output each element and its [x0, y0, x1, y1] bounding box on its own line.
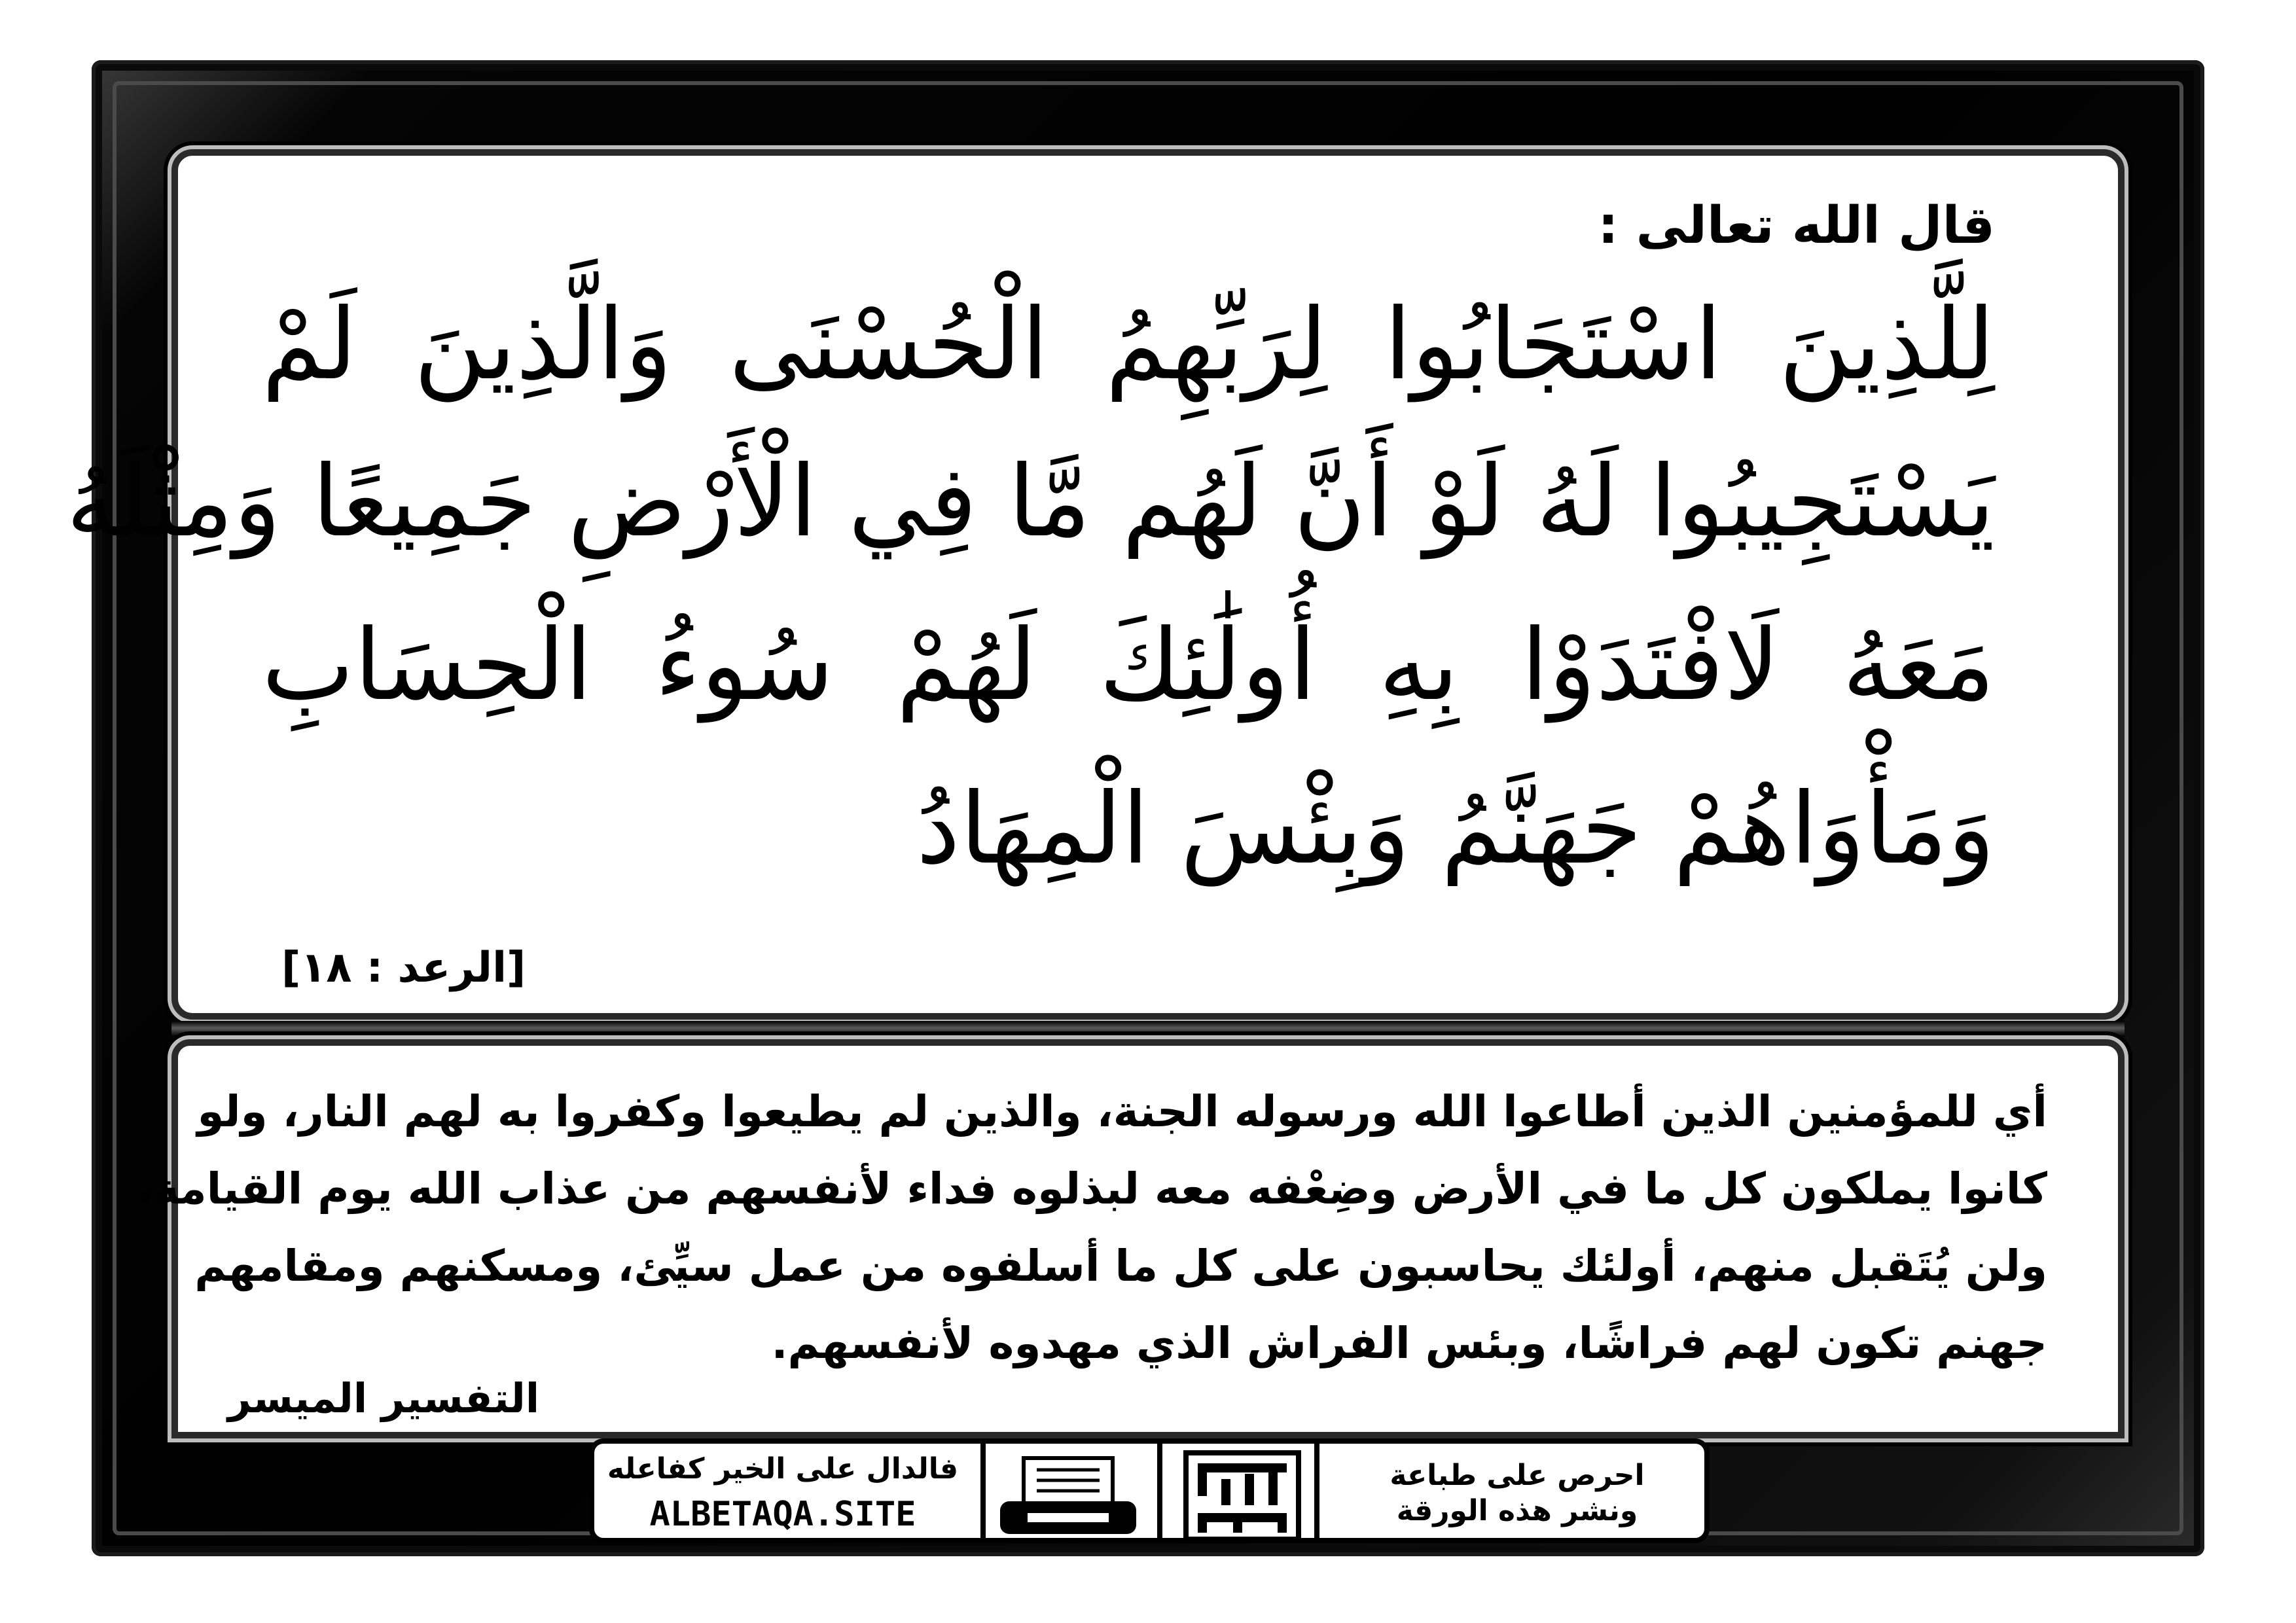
printer-icon [996, 1455, 1140, 1537]
dawa-logo-icon [1183, 1450, 1301, 1542]
tafsir-line-1: أي للمؤمنين الذين أطاعوا الله ورسوله الجنة، والذين لم يطيعوا وكفروا به لهم النار، ولو [197, 1086, 2047, 1137]
footer-advice-line2: ونشر هذه الورقة [1396, 1494, 1638, 1527]
footer-bar [589, 1438, 1710, 1543]
footer-divider [1157, 1444, 1162, 1538]
footer-divider [1314, 1444, 1319, 1538]
tafsir-line-3: ولن يُتَقبل منهم، أولئك يحاسبون على كل ما أسلفوه من عمل سيِّئ، ومسكنهم ومقامهم [194, 1241, 2047, 1291]
site-link[interactable]: ALBETAQA.SITE [649, 1495, 916, 1534]
verse-line-4: وَمَأْوَاهُمْ جَهَنَّمُ وَبِئْسَ الْمِهَادُ [916, 772, 1995, 886]
verse-line-3: مَعَهُ لَافْتَدَوْا بِهِ أُولَٰئِكَ لَهُمْ سُوءُ الْحِسَابِ [262, 609, 1995, 722]
footer-slogan: فالدال على الخير كفاعله [607, 1452, 959, 1486]
footer-advice-line1: احرص على طباعة [1390, 1459, 1645, 1492]
tafsir-line-4: جهنم تكون لهم فراشًا، وبئس الفراش الذي مهدوه لأنفسهم. [771, 1318, 2047, 1368]
verse-panel [66, 149, 2125, 1020]
tafsir-line-2: كانوا يملكون كل ما في الأرض وضِعْفه معه لبذلوه فداء لأنفسهم من عذاب الله يوم القيامة، [137, 1164, 2047, 1214]
verse-reference: [الرعد : ١٨] [281, 944, 526, 992]
tafsir-source: التفسير الميسر [228, 1374, 540, 1422]
verse-line-1: لِلَّذِينَ اسْتَجَابُوا لِرَبِّهِمُ الْحُسْنَى وَالَّذِينَ لَمْ [262, 288, 1995, 402]
footer-divider [980, 1444, 986, 1538]
panel-separator [171, 1021, 2125, 1037]
verse-line-2: يَسْتَجِيبُوا لَهُ لَوْ أَنَّ لَهُم مَّا فِي الْأَرْضِ جَمِيعًا وَمِثْلَهُ [66, 445, 1995, 559]
verse-intro: قال الله تعالى : [1598, 196, 1995, 255]
